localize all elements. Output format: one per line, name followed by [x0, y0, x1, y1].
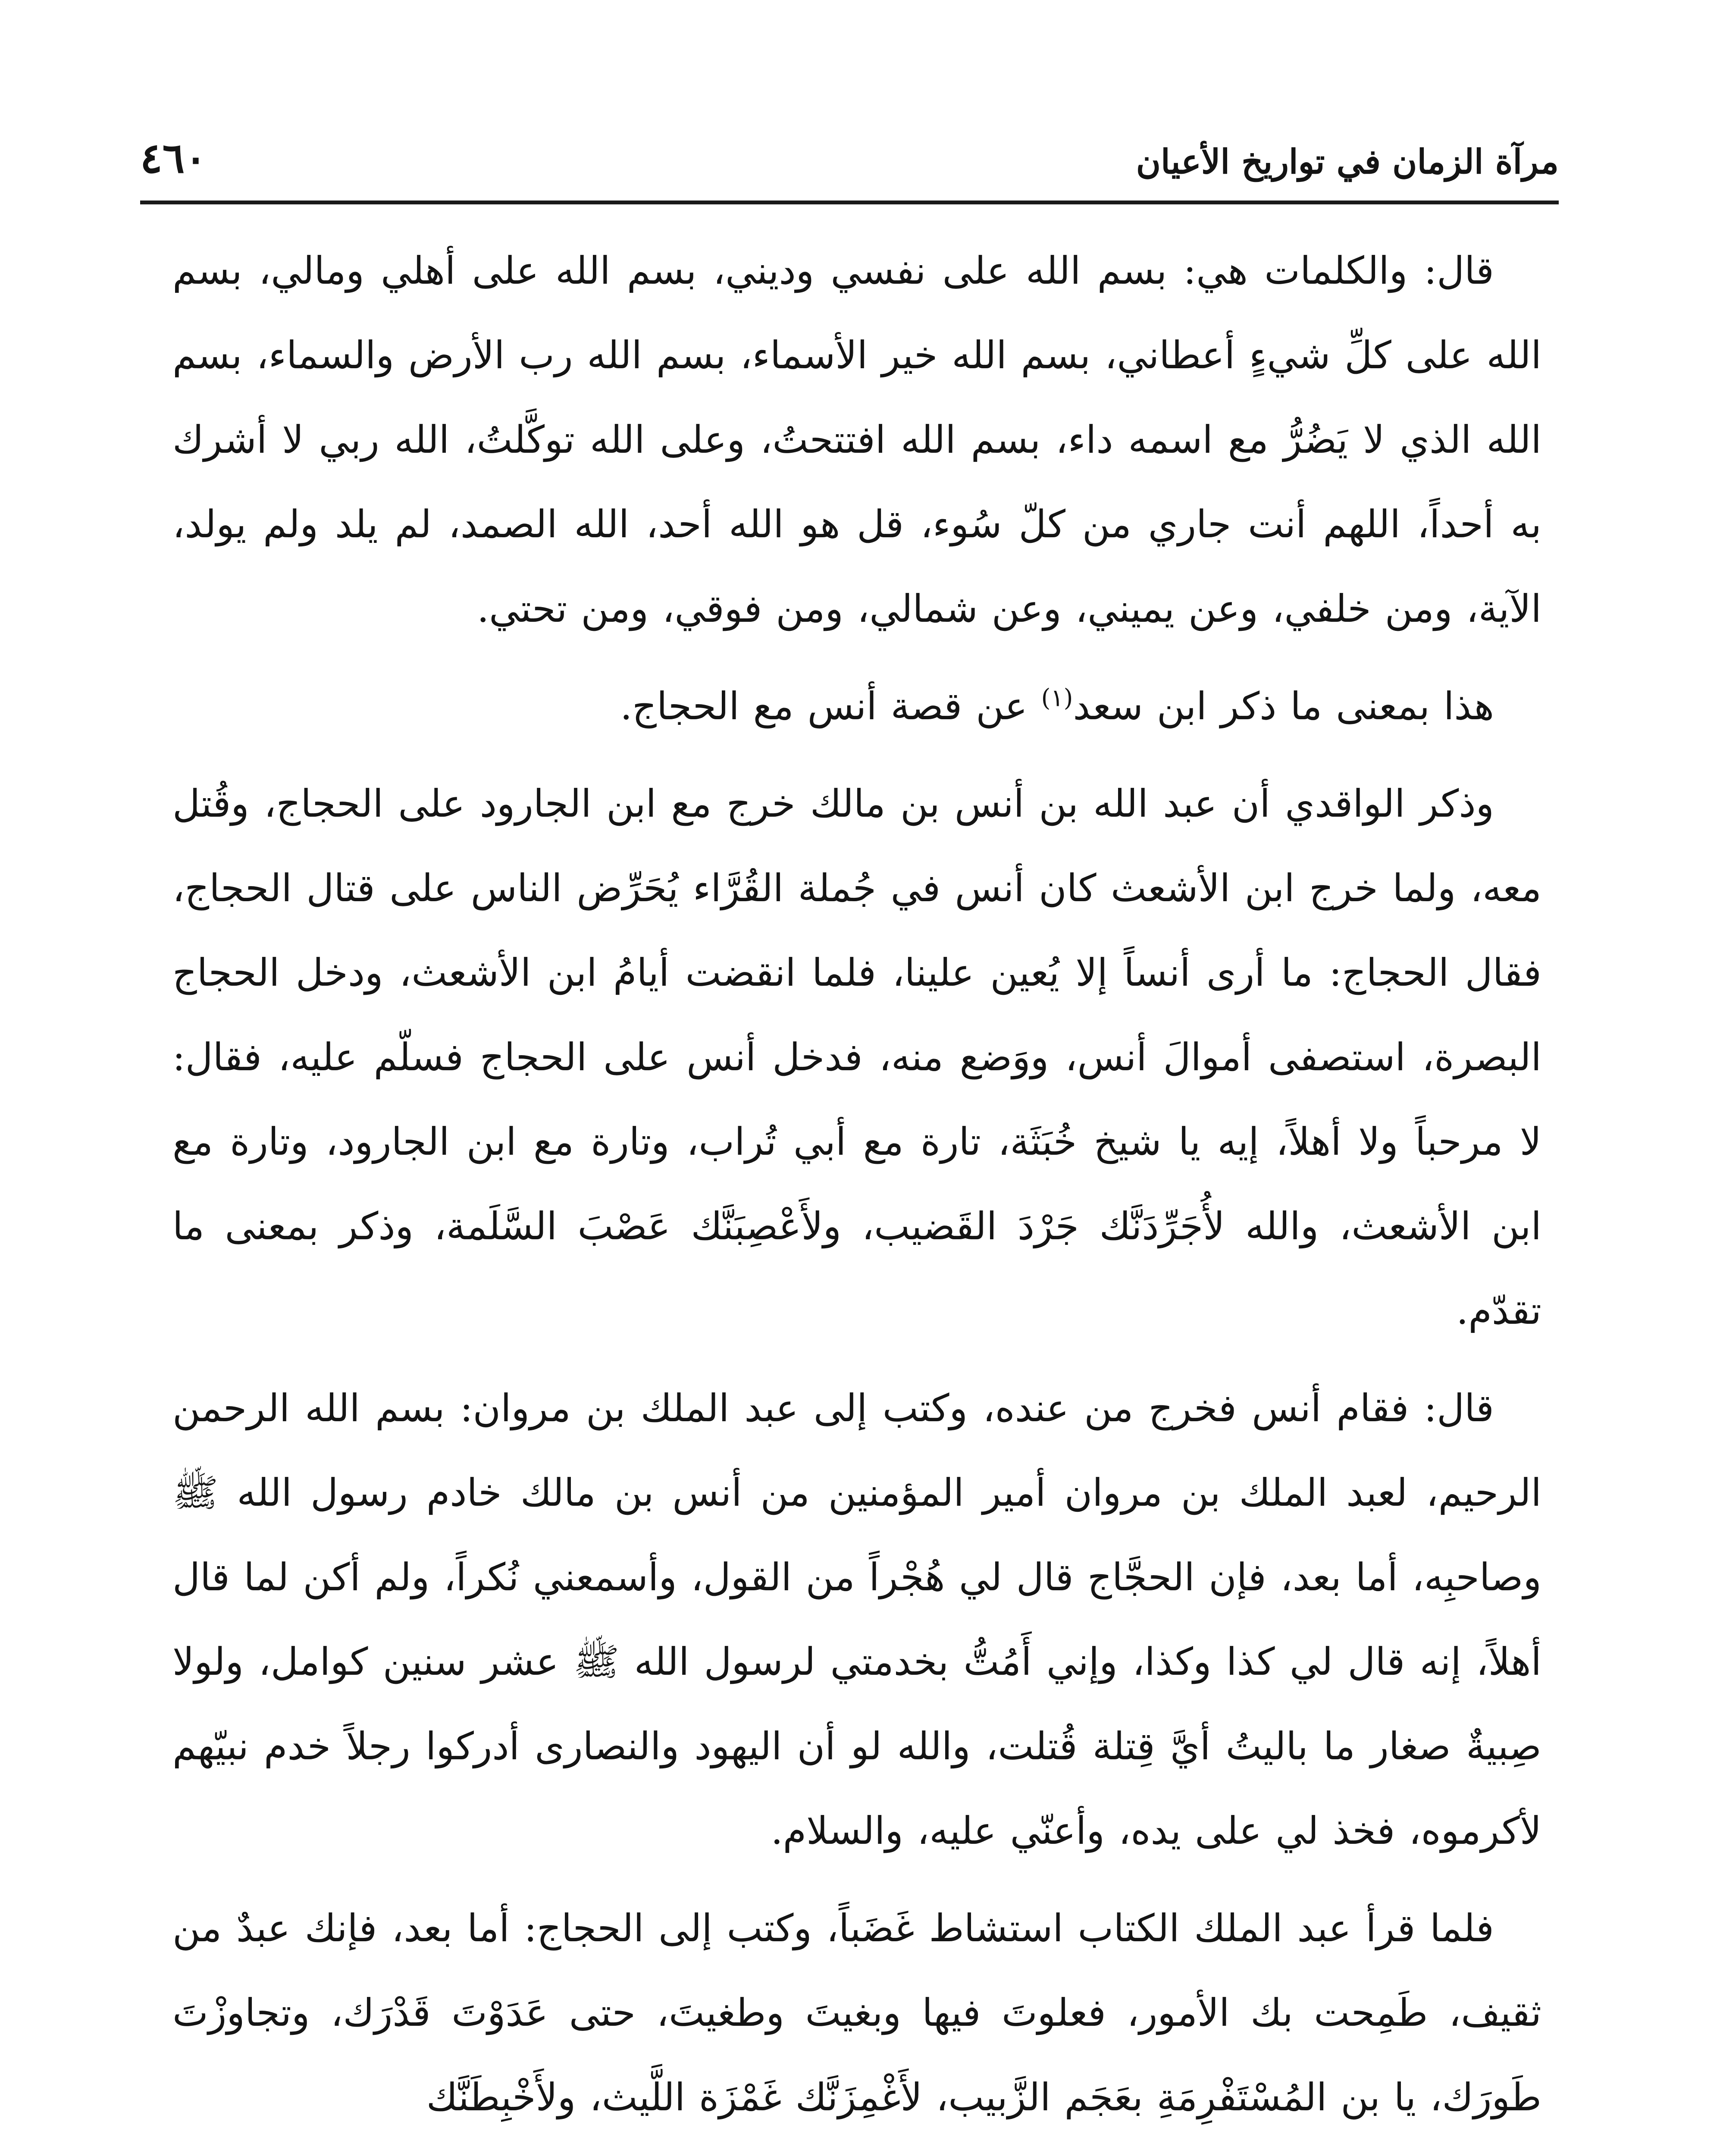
paragraph-invocation: قال: والكلمات هي: بسم الله على نفسي وديني، بسم الله على أهلي ومالي، بسم الله على كلِّ شيءٍ أعطاني، بسم الله خير الأسماء، بسم الله رب الأرض والسماء، بسم الله الذي لا يَضُرُّ مع اسمه داء، بسم الله افتتحتُ، وعلى الله توكَّلتُ، الله ربي لا أشرك به أحداً، اللهم أنت جاري من كلّ سُوء، قل هو الله أحد، الله الصمد، لم يلد ولم يولد، الآية، ومن خلفي، وعن يميني، وعن شمالي، ومن فوقي، ومن تحتي. — [172, 248, 1541, 631]
footnote-reference-1[interactable]: (١) — [1041, 684, 1073, 712]
paragraph-anas-letter: قال: فقام أنس فخرج من عنده، وكتب إلى عبد الملك بن مروان: بسم الله الرحمن الرحيم، لعبد الملك بن مروان أمير المؤمنين من أنس بن مالك خادم رسول الله ﷺ وصاحبِه، أما بعد، فإن الحجَّاج قال لي هُجْراً من القول، وأسمعني نُكراً، ولم أكن لما قال أهلاً، إنه قال لي كذا وكذا، وإني أَمُتُّ بخدمتي لرسول الله ﷺ عشر سنين كوامل، ولولا صِبيةٌ صغار ما باليتُ أيَّ قِتلة قُتلت، والله لو أن اليهود والنصارى أدركوا رجلاً خدم نبيّهم لأكرموه، فخذ لي على يده، وأعنّي عليه، والسلام. — [172, 1386, 1542, 1853]
paragraph-abd-al-malik-reply: فلما قرأ عبد الملك الكتاب استشاط غَضَباً، وكتب إلى الحجاج: أما بعد، فإنك عبدٌ من ثقيف، طَمِحت بك الأمور، فعلوتَ فيها وبغيتَ وطغيتَ، حتى عَدَوْتَ قَدْرَك، وتجاوزْتَ طَورَك، يا بن المُسْتَفْرِمَةِ بعَجَم الزَّبيب، لأَغْمِزَنَّك غَمْزَة اللَّيث، ولأَخْبِطَنَّك — [172, 1906, 1541, 2119]
paragraph-ibn-saad-text: هذا بمعنى ما ذكر ابن سعد — [1073, 684, 1494, 728]
paragraph-ibn-saad-text-end: عن قصة أنس مع الحجاج. — [620, 684, 1041, 728]
paragraph-waqidi: وذكر الواقدي أن عبد الله بن أنس بن مالك خرج مع ابن الجارود على الحجاج، وقُتل معه، ولما خرج ابن الأشعث كان أنس في جُملة القُرَّاء يُحَرِّض الناس على قتال الحجاج، فقال الحجاج: ما أرى أنساً إلا يُعين علينا، فلما انقضت أيامُ ابن الأشعث، ودخل الحجاج البصرة، استصفى أموالَ أنس، ووَضع منه، فدخل أنس على الحجاج فسلّم عليه، فقال: لا مرحباً ولا أهلاً، إيه يا شيخ خُبَثَة، تارة مع أبي تُراب، وتارة مع ابن الجارود، وتارة مع ابن الأشعث، والله لأُجَرِّدَنَّك جَرْدَ القَضيب، ولأَعْصِبَنَّك عَصْبَ السَّلَمة، وذكر بمعنى ما تقدّم. — [172, 781, 1542, 1333]
body-text — [172, 229, 1541, 2140]
page-number: ٤٦٠ — [140, 134, 207, 182]
book-title: مرآة الزمان في تواريخ الأعيان — [1136, 142, 1559, 182]
running-header — [140, 125, 1559, 203]
header-rule — [140, 201, 1559, 204]
paragraph-ibn-saad — [172, 664, 1541, 749]
